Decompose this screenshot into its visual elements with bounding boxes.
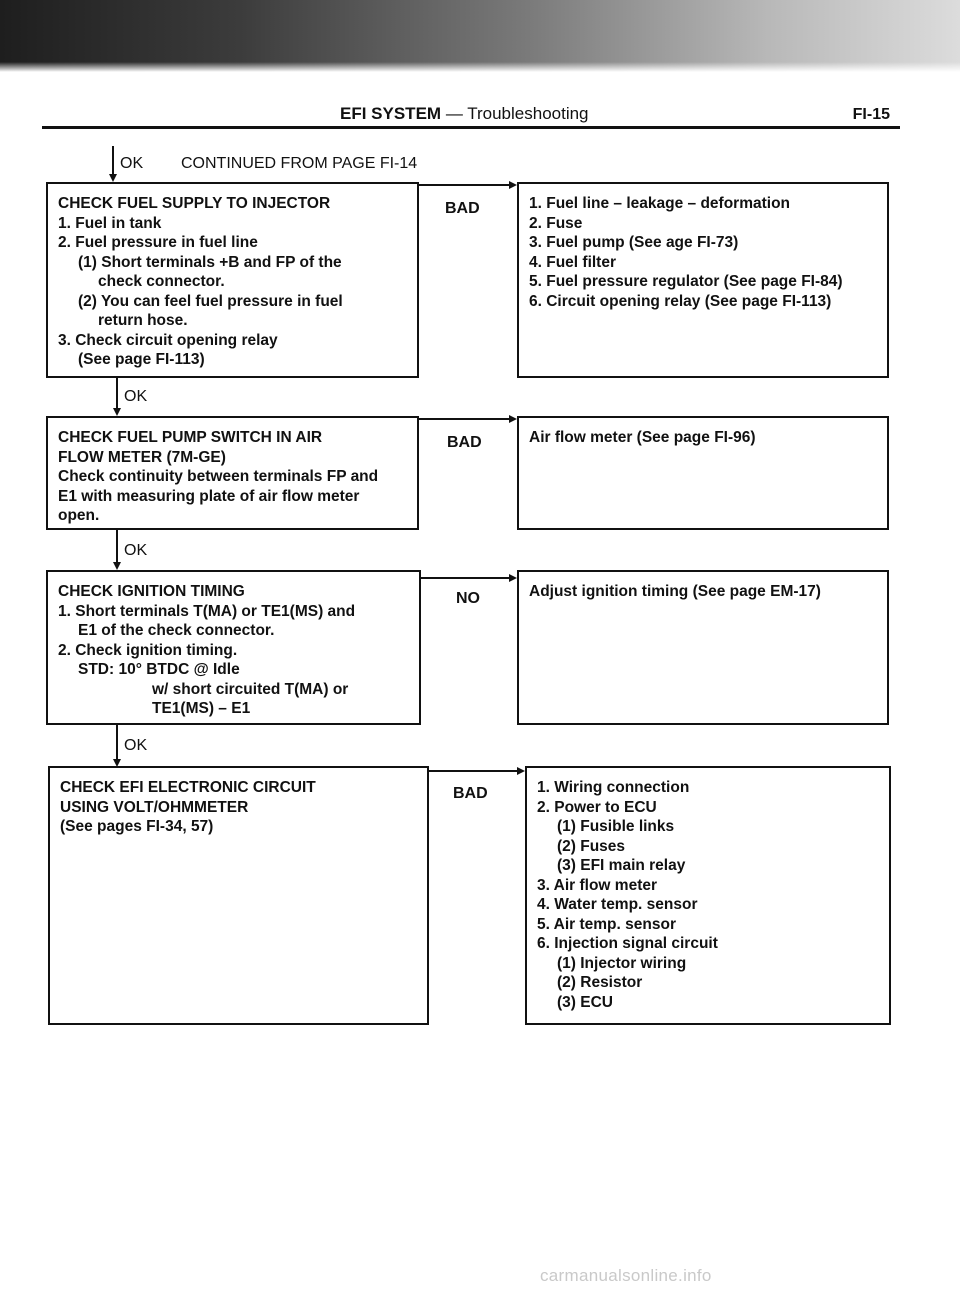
result-line: 1. Fuel line – leakage – deformation [529,195,791,212]
page-title [340,104,589,124]
result-box [517,416,889,530]
result-line: Adjust ignition timing (See page EM-17) [529,583,821,600]
result-line: (2) Resistor [557,974,643,991]
ok-label: OK [120,155,144,172]
branch-label: BAD [445,200,480,217]
arrow-right-icon [509,415,517,423]
result-line: 3. Air flow meter [537,876,658,894]
result-line: 2. Power to ECU [537,798,657,816]
page-number: FI-15 [852,106,890,123]
arrow-right-icon [509,574,517,582]
step-box-fuel-supply [46,182,419,378]
step-line: 2. Check ignition timing. [58,641,238,659]
result-line: 4. Fuel filter [529,253,616,271]
step-line: E1 with measuring plate of air flow meter [58,487,360,505]
result-line: 3. Fuel pump (See age FI-73) [529,234,739,251]
result-box [517,570,889,725]
scan-header-band [0,0,960,72]
branch-line [419,184,509,186]
arrow-right-icon [517,767,525,775]
step-line: 3. Check circuit opening relay [58,331,278,349]
step-title: CHECK FUEL SUPPLY TO INJECTOR [58,195,331,212]
result-line: (1) Fusible links [557,818,675,835]
step-title: CHECK EFI ELECTRONIC CIRCUIT [60,779,316,796]
continued-text: CONTINUED FROM PAGE FI-14 [181,155,418,172]
result-line: (2) Fuses [557,837,626,855]
step-line: (See page FI-113) [78,351,205,368]
step-line: 1. Fuel in tank [58,214,162,232]
result-box [525,766,891,1025]
step-box-efi-circuit [48,766,429,1025]
result-line: 2. Fuse [529,214,583,232]
result-line: (1) Injector wiring [557,954,687,972]
std-note: TE1(MS) – E1 [152,700,251,717]
title-sub: — Troubleshooting [445,104,589,123]
result-line: 6. Injection signal circuit [537,935,718,952]
std-note: w/ short circuited T(MA) or [152,680,349,698]
step-line: E1 of the check connector. [78,622,275,639]
arrow-down-icon [109,174,117,182]
title-main: EFI SYSTEM [340,104,442,123]
step-line: 2. Fuel pressure in fuel line [58,234,258,251]
branch-label: BAD [447,434,482,451]
step-box-ignition-timing [46,570,421,725]
connector-line [116,378,118,408]
ok-label: OK [124,542,148,559]
branch-line [419,418,509,420]
step-title-2: FLOW METER (7M-GE) [58,448,226,466]
step-line: 1. Short terminals T(MA) or TE1(MS) and [58,602,356,620]
step-line: open. [58,507,100,524]
watermark: carmanualsonline.info [540,1266,712,1285]
branch-label: BAD [453,785,488,802]
result-line: 6. Circuit opening relay (See page FI-113) [529,292,832,310]
step-line: (1) Short terminals +B and FP of the [78,253,342,271]
result-line: 5. Fuel pressure regulator (See page FI-84) [529,273,843,290]
step-box-fuel-pump-switch [46,416,419,530]
result-line: 4. Water temp. sensor [537,896,698,913]
result-line: 1. Wiring connection [537,779,690,796]
step-line: return hose. [98,312,188,329]
std-spec: STD: 10° BTDC @ Idle [78,661,240,678]
result-line: Air flow meter (See page FI-96) [529,429,756,446]
connector-line [116,725,118,759]
step-line: Check continuity between terminals FP and [58,468,379,485]
step-line: (2) You can feel fuel pressure in fuel [78,292,343,310]
branch-line [429,770,517,772]
result-box [517,182,889,378]
ok-label: OK [124,737,148,754]
step-line: (See pages FI-34, 57) [60,818,214,835]
ok-label: OK [124,388,148,405]
connector-line [112,146,114,174]
connector-line [116,530,118,562]
branch-label: NO [456,590,480,607]
result-line: (3) EFI main relay [557,857,686,874]
header-rule [42,126,900,129]
arrow-down-icon [113,408,121,416]
branch-line [421,577,509,579]
result-line: (3) ECU [557,993,613,1011]
arrow-right-icon [509,181,517,189]
step-title: CHECK IGNITION TIMING [58,583,245,600]
result-line: 5. Air temp. sensor [537,915,676,933]
arrow-down-icon [113,562,121,570]
step-title-2: USING VOLT/OHMMETER [60,798,249,816]
step-title: CHECK FUEL PUMP SWITCH IN AIR [58,429,323,446]
step-line: check connector. [98,273,225,290]
